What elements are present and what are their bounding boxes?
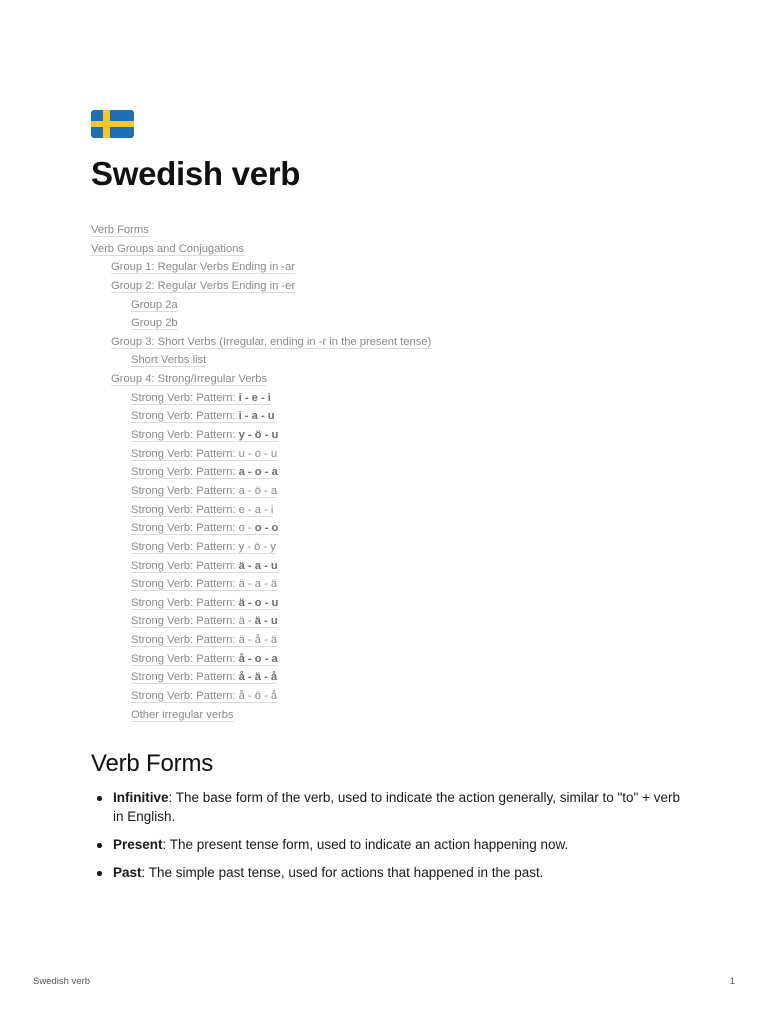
toc-link[interactable] xyxy=(131,317,178,330)
toc-pattern: ä - u xyxy=(254,615,278,628)
toc-link[interactable] xyxy=(111,336,431,349)
toc-link[interactable] xyxy=(131,466,278,479)
list-item xyxy=(91,863,681,882)
toc-item[interactable] xyxy=(91,407,431,426)
toc-item[interactable] xyxy=(91,296,431,315)
toc-item[interactable] xyxy=(91,370,431,389)
toc-pattern-lead: ä - xyxy=(238,615,255,628)
toc-item[interactable] xyxy=(91,687,431,706)
verb-forms-list xyxy=(91,788,681,882)
toc-link[interactable] xyxy=(131,504,273,517)
toc-item[interactable] xyxy=(91,426,431,445)
toc-link-prefix: Strong Verb: Pattern: xyxy=(131,596,239,609)
toc-link-text: Group 3: Short Verbs (Irregular, ending in -r in the present tense) xyxy=(111,335,432,348)
toc-link[interactable] xyxy=(131,690,277,703)
page-title: Swedish verb xyxy=(91,155,301,192)
section-heading-verb-forms: Verb Forms xyxy=(91,750,214,777)
toc-item[interactable] xyxy=(91,706,431,725)
toc-item[interactable] xyxy=(91,501,431,520)
list-item xyxy=(91,835,681,854)
toc-pattern: ä - o - u xyxy=(238,596,279,609)
toc-pattern: i - a - u xyxy=(238,410,275,423)
toc-item[interactable] xyxy=(91,221,431,240)
toc-link[interactable] xyxy=(131,522,278,535)
toc-pattern: å - ä - å xyxy=(238,671,278,684)
toc-link-prefix: Strong Verb: Pattern: xyxy=(131,503,239,516)
toc-link-text: Group 4: Strong/Irregular Verbs xyxy=(111,373,268,386)
toc-link[interactable] xyxy=(111,280,295,293)
toc-pattern: e - a - i xyxy=(238,503,274,516)
toc-link[interactable] xyxy=(131,615,278,628)
toc-link[interactable] xyxy=(111,261,295,274)
verb-form-term: Past xyxy=(113,865,142,880)
toc-link[interactable] xyxy=(131,299,178,312)
toc-link-prefix: Strong Verb: Pattern: xyxy=(131,652,239,665)
toc-link[interactable] xyxy=(131,560,278,573)
toc-pattern: a - ö - a xyxy=(238,484,278,497)
list-item xyxy=(91,788,681,826)
toc-link[interactable] xyxy=(131,392,271,405)
toc-link-text: Group 2: Regular Verbs Ending in -er xyxy=(111,279,296,292)
toc-link-prefix: Strong Verb: Pattern: xyxy=(131,447,239,460)
toc-link-prefix: Strong Verb: Pattern: xyxy=(131,429,239,442)
toc-link[interactable] xyxy=(131,410,275,423)
toc-link-prefix: Strong Verb: Pattern: xyxy=(131,391,239,404)
toc-link-text: Group 2a xyxy=(131,298,178,311)
toc-link-prefix: Strong Verb: Pattern: xyxy=(131,615,239,628)
table-of-contents xyxy=(91,221,431,724)
toc-link-prefix: Strong Verb: Pattern: xyxy=(131,522,239,535)
toc-pattern: a - o - a xyxy=(238,466,278,479)
toc-pattern: å - o - a xyxy=(238,652,278,665)
footer-page-number: 1 xyxy=(729,976,735,987)
toc-link[interactable] xyxy=(131,354,206,367)
toc-item[interactable] xyxy=(91,333,431,352)
toc-link-text: Short Verbs list xyxy=(131,354,207,367)
toc-item[interactable] xyxy=(91,351,431,370)
toc-pattern: ä - å - ä xyxy=(238,634,278,647)
toc-link[interactable] xyxy=(131,541,276,554)
bullet-dot-icon xyxy=(97,843,102,848)
toc-link-text: Other irregular verbs xyxy=(131,708,234,721)
bullet-dot-icon xyxy=(97,796,102,801)
toc-link[interactable] xyxy=(131,653,278,666)
toc-link[interactable] xyxy=(111,373,267,386)
toc-item[interactable] xyxy=(91,445,431,464)
toc-link-prefix: Strong Verb: Pattern: xyxy=(131,578,239,591)
toc-link[interactable] xyxy=(131,597,278,610)
swedish-flag-icon xyxy=(91,110,134,138)
toc-link[interactable] xyxy=(131,429,278,442)
footer-document-title: Swedish verb xyxy=(33,976,91,987)
toc-link[interactable] xyxy=(131,485,277,498)
toc-pattern: o - o xyxy=(254,522,279,535)
toc-pattern: ä - a - ä xyxy=(238,578,278,591)
verb-form-term: Present xyxy=(113,837,163,852)
toc-item[interactable] xyxy=(91,557,431,576)
toc-pattern: y - ö - y xyxy=(238,540,276,553)
toc-pattern: u - o - u xyxy=(238,447,278,460)
toc-link-prefix: Strong Verb: Pattern: xyxy=(131,466,239,479)
toc-item[interactable] xyxy=(91,612,431,631)
toc-item[interactable] xyxy=(91,482,431,501)
toc-link[interactable] xyxy=(131,671,277,684)
toc-item[interactable] xyxy=(91,314,431,333)
toc-pattern: å - ö - å xyxy=(238,690,278,703)
toc-item[interactable] xyxy=(91,668,431,687)
toc-link[interactable] xyxy=(91,224,149,237)
toc-link[interactable] xyxy=(131,578,277,591)
toc-item[interactable] xyxy=(91,258,431,277)
toc-item[interactable] xyxy=(91,575,431,594)
verb-form-description: : The simple past tense, used for actions that happened in the past. xyxy=(141,865,544,880)
toc-link-prefix: Strong Verb: Pattern: xyxy=(131,690,239,703)
toc-item[interactable] xyxy=(91,594,431,613)
toc-link[interactable] xyxy=(131,709,234,722)
toc-item[interactable] xyxy=(91,631,431,650)
toc-item[interactable] xyxy=(91,240,431,259)
toc-link-text: Group 2b xyxy=(131,317,178,330)
toc-link-prefix: Strong Verb: Pattern: xyxy=(131,410,239,423)
bullet-dot-icon xyxy=(97,871,102,876)
toc-link-text: Group 1: Regular Verbs Ending in -ar xyxy=(111,261,296,274)
toc-link-prefix: Strong Verb: Pattern: xyxy=(131,671,239,684)
toc-pattern: y - ö - u xyxy=(238,429,279,442)
toc-link[interactable] xyxy=(91,243,244,256)
toc-link[interactable] xyxy=(131,448,277,461)
toc-link-prefix: Strong Verb: Pattern: xyxy=(131,484,239,497)
toc-item[interactable] xyxy=(91,650,431,669)
toc-item[interactable] xyxy=(91,389,431,408)
toc-item[interactable] xyxy=(91,538,431,557)
verb-form-description: : The base form of the verb, used to indicate the action generally, similar to "to" + verb in English. xyxy=(113,790,680,824)
toc-pattern-lead: o - xyxy=(238,522,255,535)
verb-form-term: Infinitive xyxy=(113,790,169,805)
toc-link-prefix: Strong Verb: Pattern: xyxy=(131,540,239,553)
toc-item[interactable] xyxy=(91,519,431,538)
toc-link-text: Verb Groups and Conjugations xyxy=(91,242,244,255)
toc-pattern: i - e - i xyxy=(238,391,271,404)
toc-link-prefix: Strong Verb: Pattern: xyxy=(131,559,239,572)
toc-pattern: ä - a - u xyxy=(238,559,278,572)
toc-item[interactable] xyxy=(91,463,431,482)
toc-link-text: Verb Forms xyxy=(91,224,149,236)
flag-cross-horizontal xyxy=(91,121,134,127)
toc-item[interactable] xyxy=(91,277,431,296)
toc-link-prefix: Strong Verb: Pattern: xyxy=(131,634,239,647)
toc-link[interactable] xyxy=(131,634,277,647)
verb-form-description: : The present tense form, used to indicate an action happening now. xyxy=(162,837,569,852)
